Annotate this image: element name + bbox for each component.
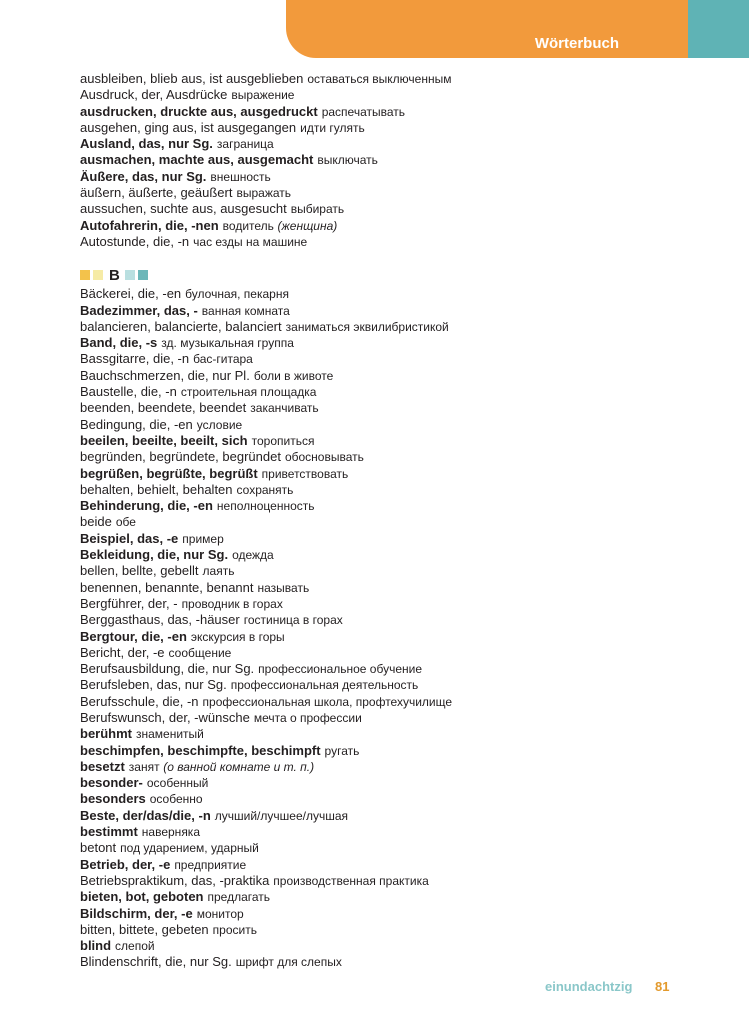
entry-word: beenden, beendete, beendet: [80, 400, 247, 416]
dictionary-entry: [80, 531, 720, 547]
section-letter: B: [109, 266, 120, 284]
dictionary-entry: [80, 319, 720, 335]
entry-word: Bekleidung, die, nur Sg.: [80, 547, 229, 563]
dictionary-entry: [80, 351, 720, 367]
dictionary-entry: [80, 482, 720, 498]
entry-word: beeilen, beeilte, beeilt, sich: [80, 432, 248, 448]
dictionary-entry: [80, 759, 720, 775]
decor-square-3: [125, 270, 135, 280]
section-b-header: [80, 264, 720, 286]
dictionary-entry: [80, 743, 720, 759]
entry-word: aussuchen, suchte aus, ausgesucht: [80, 201, 287, 217]
dictionary-entry: [80, 185, 720, 201]
dictionary-entry: [80, 791, 720, 807]
header-teal-block: [688, 0, 749, 58]
entry-translation: строительная площадка: [180, 385, 317, 400]
dictionary-entry: [80, 726, 720, 742]
entry-translation: сохранять: [236, 482, 294, 497]
dictionary-entry: [80, 580, 720, 596]
dictionary-entry: [80, 286, 720, 302]
entry-translation: обе: [115, 515, 136, 530]
entry-word: Bäckerei, die, -en: [80, 286, 182, 302]
entry-translation: час езды на машине: [193, 234, 308, 249]
entry-word: benennen, benannte, benannt: [80, 579, 254, 595]
entry-word: Autostunde, die, -n: [80, 233, 190, 249]
entry-word: ausdrucken, druckte aus, ausgedruckt: [80, 103, 318, 119]
entry-word: Berufsschule, die, -n: [80, 693, 199, 709]
entry-translation: обосновывать: [284, 450, 364, 465]
entry-translation: особенно: [149, 792, 203, 807]
entry-word: Band, die, -s: [80, 335, 158, 351]
entry-translation: распечатывать: [321, 104, 406, 119]
entry-word: besonder-: [80, 775, 143, 791]
entry-word: Bergtour, die, -en: [80, 628, 187, 644]
entry-translation: неполноценность: [216, 499, 315, 514]
entry-translation: занят: [128, 759, 160, 774]
entry-translation: предлагать: [207, 890, 271, 905]
entry-translation: заграница: [216, 137, 274, 152]
entry-translation: заканчивать: [250, 401, 319, 416]
dictionary-entry: [80, 514, 720, 530]
dictionary-entry: [80, 136, 720, 152]
dictionary-entry: [80, 433, 720, 449]
entry-word: bestimmt: [80, 824, 138, 840]
entry-translation: идти гулять: [300, 120, 365, 135]
dictionary-entry: [80, 120, 720, 136]
entry-translation: называть: [257, 580, 310, 595]
entry-word: Beste, der/das/die, -n: [80, 807, 211, 823]
entry-translation: слепой: [115, 939, 155, 954]
entry-word: Berggasthaus, das, -häuser: [80, 612, 240, 628]
entry-translation: бас-гитара: [193, 352, 253, 367]
dictionary-entry: [80, 498, 720, 514]
dictionary-entry: [80, 417, 720, 433]
entry-word: betont: [80, 840, 117, 856]
page-number-word: einundachtzig: [545, 979, 633, 994]
dictionary-entry: [80, 612, 720, 628]
dictionary-entry: [80, 201, 720, 217]
entry-word: Behinderung, die, -en: [80, 498, 213, 514]
entry-translation: одежда: [232, 548, 274, 563]
entry-translation: оставаться выключенным: [307, 72, 452, 86]
page-number: 81: [655, 979, 670, 994]
dictionary-entry: [80, 808, 720, 824]
entry-word: Bergführer, der, -: [80, 595, 178, 611]
entry-translation: знаменитый: [136, 727, 204, 742]
entry-translation: булочная, пекарня: [185, 287, 289, 302]
entry-translation: внешность: [210, 169, 271, 184]
entry-translation: боли в животе: [253, 368, 334, 383]
decor-square-1: [80, 270, 90, 280]
dictionary-entry: [80, 87, 720, 103]
dictionary-entry: [80, 938, 720, 954]
entry-word: bieten, bot, geboten: [80, 889, 204, 905]
dictionary-entry: [80, 303, 720, 319]
entry-translation: производственная практика: [273, 873, 429, 888]
dictionary-entry: [80, 466, 720, 482]
entry-word: ausgehen, ging aus, ist ausgegangen: [80, 119, 297, 135]
entry-word: blind: [80, 938, 112, 954]
entry-word: Betriebspraktikum, das, -praktika: [80, 872, 270, 888]
entry-word: Bedingung, die, -en: [80, 416, 193, 432]
dictionary-entries: [80, 71, 720, 971]
dictionary-entry: [80, 857, 720, 873]
dictionary-entry: [80, 677, 720, 693]
entry-translation: профессиональная школа, профтехучилище: [202, 694, 453, 709]
dictionary-entry: [80, 234, 720, 250]
dictionary-entry: [80, 629, 720, 645]
entry-word: Autofahrerin, die, -nen: [80, 217, 219, 233]
entry-translation: условие: [196, 417, 243, 432]
entry-translation: зд. музыкальная группа: [161, 336, 294, 351]
entry-word: begründen, begründete, begründet: [80, 449, 281, 465]
decor-square-2: [93, 270, 103, 280]
entry-translation: ругать: [324, 743, 360, 758]
entry-translation: предприятие: [174, 857, 247, 872]
dictionary-entry: [80, 954, 720, 970]
page-title: Wörterbuch: [534, 35, 619, 52]
entry-translation: шрифт для слепых: [235, 955, 342, 970]
dictionary-entry: [80, 710, 720, 726]
decor-square-4: [138, 270, 148, 280]
entry-word: beide: [80, 514, 112, 530]
dictionary-entry: [80, 384, 720, 400]
entry-word: besetzt: [80, 758, 125, 774]
entry-translation: просить: [212, 922, 257, 937]
entry-translation: наверняка: [141, 825, 200, 840]
entry-word: Baustelle, die, -n: [80, 384, 177, 400]
entry-translation: выражение: [231, 88, 295, 103]
entry-translation: экскурсия в горы: [190, 629, 285, 644]
entry-word: Badezimmer, das, -: [80, 302, 198, 318]
entry-word: bellen, bellte, gebellt: [80, 563, 199, 579]
dictionary-entry: [80, 71, 720, 87]
entry-word: begrüßen, begrüßte, begrüßt: [80, 465, 258, 481]
entry-word: Berufswunsch, der, -wünsche: [80, 709, 250, 725]
section-a: [80, 71, 720, 250]
entry-translation: пример: [182, 531, 224, 546]
entry-translation: водитель: [222, 218, 274, 233]
entry-word: Ausdruck, der, Ausdrücke: [80, 87, 228, 103]
entry-word: Berufsausbildung, die, nur Sg.: [80, 661, 255, 677]
entry-word: äußern, äußerte, geäußert: [80, 185, 233, 201]
dictionary-entry: [80, 873, 720, 889]
entry-translation: лучший/лучшее/лучшая: [214, 808, 349, 823]
dictionary-entry: [80, 449, 720, 465]
entry-word: Ausland, das, nur Sg.: [80, 136, 213, 152]
dictionary-entry: [80, 889, 720, 905]
dictionary-entry: [80, 694, 720, 710]
entry-translation: сообщение: [168, 645, 232, 660]
dictionary-entry: [80, 596, 720, 612]
entry-word: Bericht, der, -e: [80, 644, 165, 660]
dictionary-entry: [80, 152, 720, 168]
header-bar: [286, 0, 688, 58]
dictionary-entry: [80, 218, 720, 234]
entry-translation: гостиница в горах: [243, 613, 343, 628]
entry-translation: выбирать: [290, 202, 345, 217]
dictionary-entry: [80, 169, 720, 185]
section-b: [80, 286, 720, 970]
dictionary-entry: [80, 661, 720, 677]
entry-translation: проводник в горах: [181, 596, 283, 611]
entry-translation: выключать: [317, 153, 378, 168]
entry-word: ausbleiben, blieb aus, ist ausgeblieben: [80, 71, 304, 86]
entry-word: Bildschirm, der, -e: [80, 905, 193, 921]
entry-word: Bauchschmerzen, die, nur Pl.: [80, 367, 250, 383]
entry-translation: особенный: [146, 776, 209, 791]
entry-word: Blindenschrift, die, nur Sg.: [80, 954, 232, 970]
entry-translation: монитор: [196, 906, 244, 921]
entry-word: balancieren, balancierte, balanciert: [80, 318, 282, 334]
entry-word: Bassgitarre, die, -n: [80, 351, 190, 367]
entry-note: (женщина): [277, 218, 338, 233]
entry-word: Berufsleben, das, nur Sg.: [80, 677, 227, 693]
entry-word: bitten, bittete, gebeten: [80, 921, 209, 937]
dictionary-entry: [80, 922, 720, 938]
entry-word: beschimpfen, beschimpfte, beschimpft: [80, 742, 321, 758]
entry-word: Beispiel, das, -e: [80, 530, 179, 546]
entry-word: berühmt: [80, 726, 132, 742]
entry-translation: ванная комната: [201, 303, 290, 318]
dictionary-entry: [80, 335, 720, 351]
entry-translation: мечта о профессии: [253, 710, 362, 725]
entry-note: (о ванной комнате и т. п.): [163, 759, 315, 774]
dictionary-entry: [80, 840, 720, 856]
entry-translation: торопиться: [251, 433, 315, 448]
entry-word: behalten, behielt, behalten: [80, 481, 233, 497]
entry-translation: заниматься эквилибристикой: [285, 319, 449, 334]
entry-translation: выражать: [236, 186, 292, 201]
entry-word: ausmachen, machte aus, ausgemacht: [80, 152, 314, 168]
dictionary-entry: [80, 775, 720, 791]
dictionary-entry: [80, 104, 720, 120]
entry-word: Äußere, das, nur Sg.: [80, 168, 207, 184]
entry-word: besonders: [80, 791, 146, 807]
entry-translation: под ударением, ударный: [120, 841, 259, 856]
dictionary-entry: [80, 824, 720, 840]
dictionary-entry: [80, 645, 720, 661]
dictionary-entry: [80, 368, 720, 384]
dictionary-entry: [80, 400, 720, 416]
dictionary-entry: [80, 547, 720, 563]
entry-word: Betrieb, der, -e: [80, 856, 171, 872]
entry-translation: приветствовать: [261, 466, 349, 481]
entry-translation: профессиональное обучение: [258, 662, 423, 677]
entry-translation: профессиональная деятельность: [230, 678, 419, 693]
dictionary-entry: [80, 563, 720, 579]
entry-translation: лаять: [202, 564, 235, 579]
dictionary-entry: [80, 906, 720, 922]
